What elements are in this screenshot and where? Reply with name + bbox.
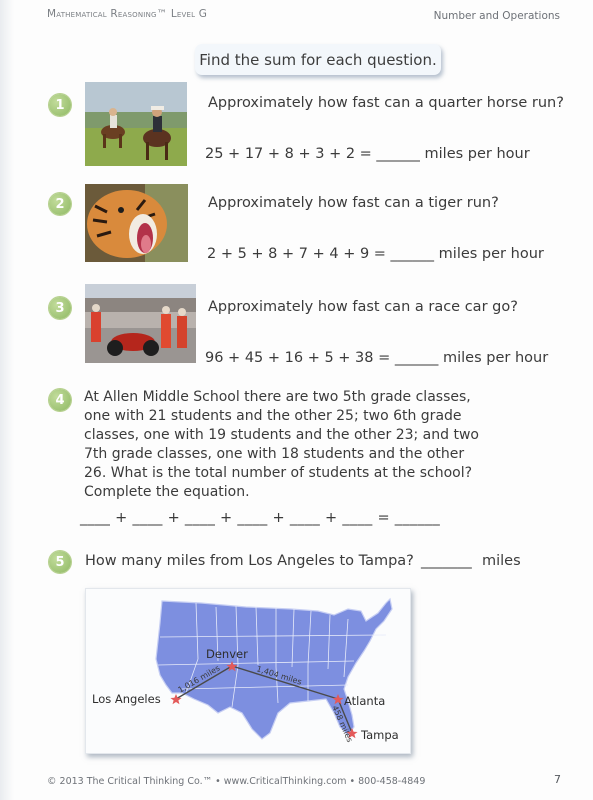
race-car-pit-crew-image bbox=[85, 284, 196, 363]
instruction-banner bbox=[195, 44, 441, 75]
question-5-prompt: How many miles from Los Angeles to Tampa? bbox=[85, 553, 414, 569]
label-denver: Denver bbox=[206, 647, 248, 661]
question-number-4: 4 bbox=[49, 389, 71, 411]
question-4-line: At Allen Middle School there are two 5th grade classes, bbox=[84, 389, 471, 405]
question-4-line: classes, one with 19 students and the other 23; and two bbox=[84, 427, 479, 443]
question-number-3: 3 bbox=[49, 297, 71, 319]
question-number-5: 5 bbox=[49, 551, 71, 573]
question-4-line: 26. What is the total number of students at the school? bbox=[84, 465, 473, 481]
question-number-2: 2 bbox=[49, 193, 71, 215]
question-4-line: 7th grade classes, one with 18 students and the other bbox=[84, 446, 465, 462]
page-number: 7 bbox=[554, 773, 561, 786]
question-5-answer-blank[interactable]: _______ bbox=[421, 553, 472, 569]
us-map-frame bbox=[85, 588, 411, 754]
copyright-footer: © 2013 The Critical Thinking Co.™ • www.CriticalThinking.com • 800-458-4849 bbox=[47, 776, 426, 787]
book-title: Mathematical Reasoning™ Level G bbox=[47, 8, 208, 20]
instruction-text: Find the sum for each question. bbox=[199, 50, 437, 69]
question-4-line: Complete the equation. bbox=[84, 484, 250, 500]
question-number-1: 1 bbox=[49, 94, 71, 116]
los-angeles-star-icon bbox=[170, 694, 181, 704]
us-map-icon bbox=[86, 589, 410, 753]
label-los-angeles: Los Angeles bbox=[92, 692, 161, 706]
question-3-equation[interactable]: 96 + 45 + 16 + 5 + 38 = ______ miles per hour bbox=[205, 350, 549, 366]
tiger-photo bbox=[85, 184, 188, 262]
question-2-prompt: Approximately how fast can a tiger run? bbox=[208, 195, 499, 211]
question-4-equation[interactable]: ____ + ____ + ____ + ____ + ____ + ____ = ______ bbox=[80, 510, 441, 526]
question-1-equation[interactable]: 25 + 17 + 8 + 3 + 2 = ______ miles per hour bbox=[205, 146, 530, 162]
question-5-unit: miles bbox=[482, 553, 521, 569]
question-1-prompt: Approximately how fast can a quarter horse run? bbox=[208, 95, 564, 111]
quarter-horse-photo bbox=[85, 82, 187, 166]
question-4-line: one with 21 students and the other 25; two 6th grade bbox=[84, 408, 462, 424]
question-4-text bbox=[84, 388, 524, 502]
section-title: Number and Operations bbox=[433, 10, 560, 22]
distance-la-denver: 1,016 miles bbox=[176, 663, 222, 695]
question-3-prompt: Approximately how fast can a race car go? bbox=[208, 299, 518, 315]
page-edge-shadow bbox=[0, 0, 14, 800]
distance-atlanta-tampa: 458 miles bbox=[330, 704, 355, 744]
distance-denver-atlanta: 1,404 miles bbox=[255, 664, 303, 687]
question-2-equation[interactable]: 2 + 5 + 8 + 7 + 4 + 9 = ______ miles per hour bbox=[207, 246, 544, 262]
race-car-photo bbox=[85, 284, 196, 363]
label-tampa: Tampa bbox=[361, 728, 399, 742]
horse-riders-image bbox=[85, 82, 187, 166]
roaring-tiger-image bbox=[85, 184, 188, 262]
label-atlanta: Atlanta bbox=[344, 694, 386, 708]
